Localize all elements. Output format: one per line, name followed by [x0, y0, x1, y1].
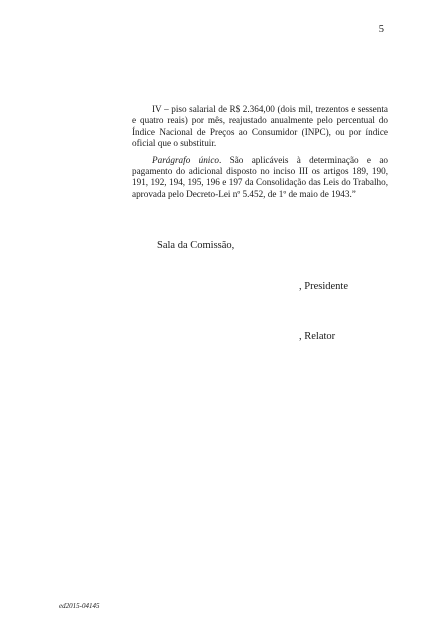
document-body [132, 104, 388, 205]
signature-presidente: , Presidente [299, 281, 348, 292]
paragraph-inciso-iv: IV – piso salarial de R$ 2.364,00 (dois mil, trezentos e sessenta e quatro reais) por mês, reajustado anualmente pelo percentual do Índice Nacional de Preços ao Consumidor (INPC), ou por índice oficial que o substituir. [132, 104, 388, 149]
page-number: 5 [378, 24, 384, 35]
paragraph-unico-label: Parágrafo único [152, 154, 220, 165]
paragraph-unico [132, 155, 388, 201]
paragraph-unico-text: . São aplicáveis à determinação e ao pagamento do adicional disposto no inciso III os artigos 189, 190, 191, 192, 194, 195, 196 e 197 da Consolidação das Leis do Trabalho, aprovada pelo Decreto-Lei nº 5.452, de 1º de maio de 1943.” [132, 154, 388, 199]
signature-relator: , Relator [299, 331, 336, 342]
document-code: ed2015-04145 [59, 602, 100, 610]
sala-da-comissao: Sala da Comissão, [157, 240, 235, 251]
